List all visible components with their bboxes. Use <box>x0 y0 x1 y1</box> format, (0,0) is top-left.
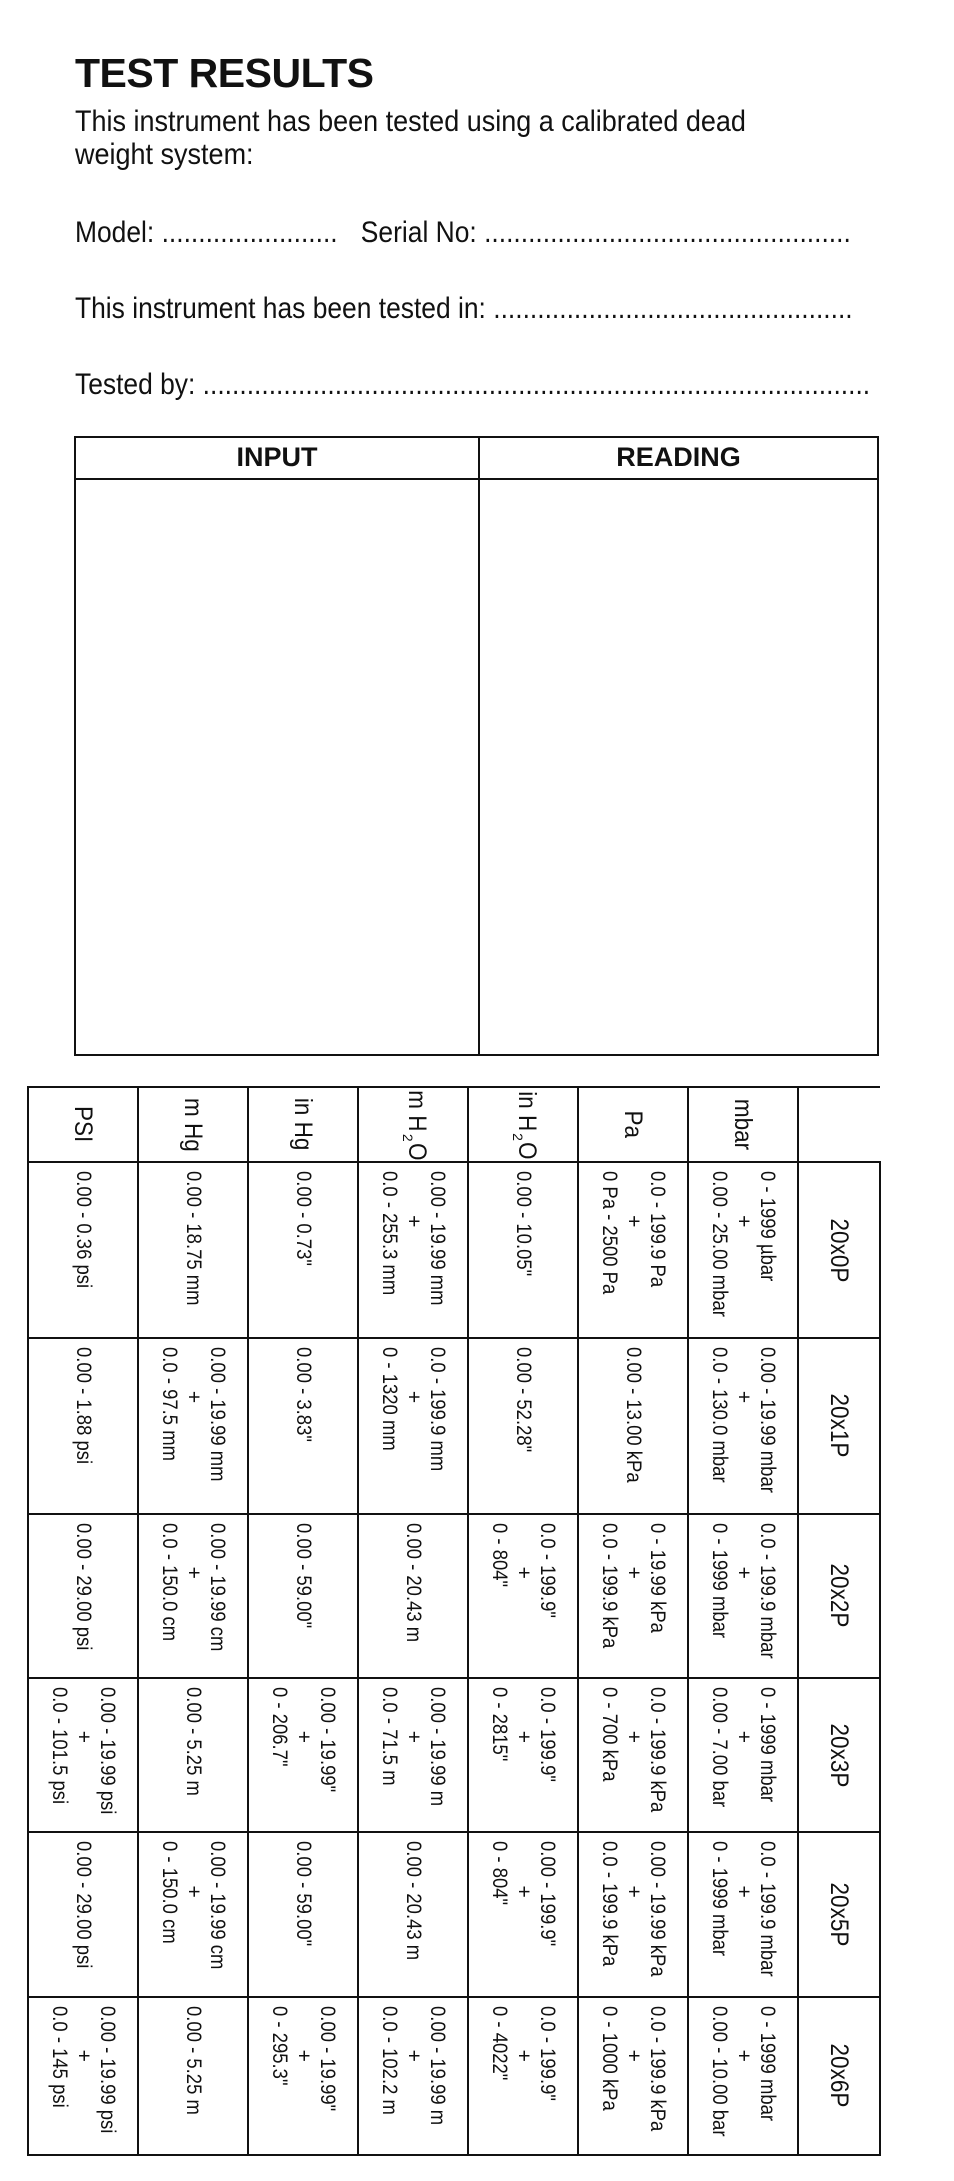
range-plus: + <box>182 1390 205 1404</box>
range-cell-20x2p-mbar <box>688 1514 798 1678</box>
range-plus: + <box>512 1566 535 1579</box>
tested-by-line <box>75 368 870 402</box>
range-value: 0 - 4022" <box>488 2005 511 2080</box>
range-cell-20x3p-mh2o <box>358 1678 468 1833</box>
table-corner <box>798 1087 880 1162</box>
unit-row-mbar <box>688 1087 798 2155</box>
serial-label: Serial No: <box>360 216 477 249</box>
range-value: 0.00 - 0.36 psi <box>72 1171 95 1289</box>
range-cell-20x2p-inhg <box>248 1514 358 1678</box>
input-reading-divider <box>478 438 480 1054</box>
unit-header-psi <box>28 1087 138 1162</box>
range-value: 0.00 - 19.99 m <box>426 2005 449 2125</box>
model-label: 20x0P <box>825 1218 853 1282</box>
tested-in-line <box>75 292 853 326</box>
range-plus: + <box>622 1215 645 1228</box>
unit-header-pa <box>578 1087 688 1162</box>
range-cell-20x1p-pa <box>578 1338 688 1514</box>
range-cell-20x6p-psi <box>28 1997 138 2155</box>
range-value: 0.0 - 71.5 m <box>378 1686 401 1786</box>
range-cell-20x2p-psi <box>28 1514 138 1678</box>
range-cell-20x3p-inhg <box>248 1678 358 1833</box>
range-plus: + <box>182 1885 205 1898</box>
unit-header-mh2o <box>358 1087 468 1162</box>
range-plus: + <box>72 1730 95 1743</box>
unit-row-pa <box>578 1087 688 2155</box>
range-value: 0.00 - 3.83" <box>292 1346 315 1442</box>
range-value: 0.0 - 199.9 Pa <box>646 1171 669 1288</box>
range-value: 0 - 804" <box>488 1841 511 1906</box>
range-cell-20x6p-pa <box>578 1997 688 2155</box>
range-cell-20x5p-mh2o <box>358 1832 468 1996</box>
range-plus: + <box>402 1390 425 1404</box>
range-plus: + <box>72 2049 95 2062</box>
range-value: 0 - 1999 mbar <box>756 2005 779 2121</box>
range-value: 0 - 2815" <box>488 1686 511 1762</box>
range-value: 0.00 - 19.99 mm <box>426 1171 449 1306</box>
unit-label: Pa <box>619 1110 647 1139</box>
range-cell-20x0p-mh2o <box>358 1162 468 1338</box>
range-value: 0.00 - 19.99 kPa <box>646 1841 669 1978</box>
range-cell-20x5p-inhg <box>248 1832 358 1996</box>
range-plus: + <box>402 1215 425 1228</box>
range-plus: + <box>732 1390 755 1404</box>
range-cell-20x1p-mhg <box>138 1338 248 1514</box>
range-plus: + <box>512 1730 535 1743</box>
range-plus: + <box>622 2049 645 2062</box>
unit-subscript: 2 <box>400 1133 417 1142</box>
model-field[interactable]: ........................ <box>161 216 338 249</box>
range-value: 0.00 - 20.43 m <box>402 1522 425 1642</box>
range-plus: + <box>402 2049 425 2062</box>
range-cell-20x3p-psi <box>28 1678 138 1833</box>
range-value: 0 - 700 kPa <box>598 1686 621 1782</box>
range-plus: + <box>182 1566 205 1579</box>
range-cell-20x3p-inh2o <box>468 1678 578 1833</box>
range-cell-20x3p-mbar <box>688 1678 798 1833</box>
range-value: 0.0 - 199.9" <box>536 1686 559 1782</box>
range-value: 0.0 - 199.9" <box>536 1522 559 1618</box>
range-value: 0 - 150.0 cm <box>158 1841 181 1945</box>
range-value: 0.00 - 18.75 mm <box>182 1171 205 1306</box>
range-plus: + <box>292 2049 315 2062</box>
range-value: 0.0 - 199.9 mbar <box>756 1841 779 1978</box>
model-label: 20x1P <box>825 1393 853 1458</box>
range-value: 0.0 - 199.9 kPa <box>646 1686 669 1813</box>
range-cell-20x5p-inh2o <box>468 1832 578 1996</box>
range-value: 0.0 - 199.9 mm <box>426 1346 449 1472</box>
range-value: 0.00 - 59.00" <box>292 1522 315 1628</box>
range-value: 0.0 - 130.0 mbar <box>708 1346 731 1483</box>
range-value: 0.00 - 19.99 cm <box>206 1841 229 1970</box>
range-plus: + <box>512 2049 535 2062</box>
model-label: 20x3P <box>825 1723 853 1787</box>
range-value: 0.00 - 10.05" <box>512 1171 535 1277</box>
input-header: INPUT <box>236 442 318 472</box>
range-value: 0.0 - 150.0 cm <box>158 1522 181 1641</box>
unit-label: mbar <box>729 1098 757 1151</box>
range-value: 0.00 - 19.99" <box>316 2005 339 2111</box>
model-label: 20x5P <box>825 1882 853 1947</box>
model-header-20x2p <box>798 1514 880 1678</box>
unit-label: PSI <box>69 1106 97 1143</box>
model-header-20x5p <box>798 1832 880 1996</box>
unit-header-mbar <box>688 1087 798 1162</box>
model-header-20x6p <box>798 1997 880 2155</box>
range-value: 0.0 - 97.5 mm <box>158 1346 181 1461</box>
range-cell-20x0p-mhg <box>138 1162 248 1338</box>
range-value: 0 - 19.99 kPa <box>646 1522 669 1633</box>
range-value: 0.00 - 29.00 psi <box>72 1841 95 1969</box>
range-value: 0.00 - 25.00 mbar <box>708 1171 731 1317</box>
range-table-wrapper <box>48 1086 881 2137</box>
model-header-20x0p <box>798 1162 880 1338</box>
range-plus: + <box>732 1566 755 1579</box>
range-cell-20x1p-inhg <box>248 1338 358 1514</box>
range-value: 0.00 - 199.9" <box>536 1841 559 1947</box>
range-cell-20x5p-mhg <box>138 1832 248 1996</box>
range-value: 0 - 1999 mbar <box>708 1522 731 1638</box>
range-value: 0.00 - 10.00 bar <box>708 2005 731 2137</box>
serial-field[interactable]: .................................................. <box>484 216 851 249</box>
model-label: 20x6P <box>825 2043 853 2108</box>
unit-row-mh2o <box>358 1087 468 2155</box>
unit-label: in Hg <box>289 1098 317 1151</box>
range-value: 0.00 - 19.99 psi <box>96 2005 119 2133</box>
range-plus: + <box>512 1885 535 1898</box>
range-value: 0.0 - 199.9" <box>536 2005 559 2101</box>
range-value: 0.00 - 59.00" <box>292 1841 315 1947</box>
range-cell-20x1p-psi <box>28 1338 138 1514</box>
range-value: 0.00 - 29.00 psi <box>72 1522 95 1651</box>
unit-row-inhg <box>248 1087 358 2155</box>
range-value: 0.00 - 5.25 m <box>182 2005 205 2115</box>
unit-suffix: O <box>403 1142 432 1161</box>
range-value: 0 - 1999 mbar <box>756 1686 779 1802</box>
range-value: 0.00 - 19.99 mbar <box>756 1346 779 1493</box>
range-value: 0 - 804" <box>488 1522 511 1587</box>
range-value: 0.00 - 19.99 m <box>426 1686 449 1806</box>
unit-label: m Hg <box>179 1097 207 1152</box>
range-cell-20x6p-mh2o <box>358 1997 468 2155</box>
range-value: 0.0 - 199.9 kPa <box>646 2005 669 2131</box>
range-value: 0.00 - 19.99" <box>316 1686 339 1792</box>
model-header-row <box>798 1087 880 2155</box>
range-cell-20x0p-psi <box>28 1162 138 1338</box>
range-plus: + <box>732 1215 755 1228</box>
range-cell-20x0p-inh2o <box>468 1162 578 1338</box>
model-serial-line <box>75 216 851 250</box>
reading-header: READING <box>616 442 741 472</box>
range-cell-20x0p-mbar <box>688 1162 798 1338</box>
range-value: 0.0 - 255.3 mm <box>378 1171 401 1296</box>
range-value: 0.00 - 0.73" <box>292 1171 315 1267</box>
range-value: 0 - 1000 kPa <box>598 2005 621 2111</box>
range-cell-20x1p-inh2o <box>468 1338 578 1514</box>
range-value: 0 Pa - 2500 Pa <box>598 1171 621 1295</box>
range-value: 0.0 - 101.5 psi <box>48 1686 71 1804</box>
range-cell-20x2p-mh2o <box>358 1514 468 1678</box>
unit-row-psi <box>28 1087 138 2155</box>
range-plus: + <box>402 1730 425 1743</box>
range-cell-20x6p-mhg <box>138 1997 248 2155</box>
header-divider <box>76 478 877 480</box>
range-cell-20x5p-pa <box>578 1832 688 1996</box>
range-plus: + <box>622 1730 645 1743</box>
range-cell-20x3p-mhg <box>138 1678 248 1833</box>
range-plus: + <box>732 1730 755 1743</box>
unit-row-mhg <box>138 1087 248 2155</box>
range-table <box>27 1086 881 2156</box>
page-title: TEST RESULTS <box>75 50 374 96</box>
tested-in-label: This instrument has been tested in: <box>75 292 486 325</box>
unit-subscript: 2 <box>510 1133 527 1141</box>
range-value: 0 - 1320 mm <box>378 1346 401 1451</box>
input-reading-box <box>74 436 879 1056</box>
range-value: 0.00 - 5.25 m <box>182 1686 205 1796</box>
range-cell-20x0p-inhg <box>248 1162 358 1338</box>
range-value: 0.00 - 19.99 cm <box>206 1522 229 1652</box>
range-value: 0 - 206.7" <box>268 1686 291 1767</box>
unit-header-inh2o <box>468 1087 578 1162</box>
range-cell-20x2p-inh2o <box>468 1514 578 1678</box>
range-value: 0.0 - 102.2 m <box>378 2005 401 2115</box>
range-plus: + <box>732 1885 755 1898</box>
unit-label: in H <box>513 1090 542 1131</box>
intro-text: This instrument has been tested using a calibrated dead weight system: <box>75 105 746 171</box>
range-value: 0.00 - 19.99 psi <box>96 1686 119 1815</box>
range-plus: + <box>622 1885 645 1898</box>
model-header-20x1p <box>798 1338 880 1514</box>
range-cell-20x2p-pa <box>578 1514 688 1678</box>
range-value: 0.0 - 199.9 mbar <box>756 1522 779 1659</box>
range-cell-20x3p-pa <box>578 1678 688 1833</box>
tested-by-field[interactable]: ........................................................................................... <box>202 368 871 401</box>
range-value: 0.0 - 199.9 kPa <box>598 1522 621 1648</box>
range-cell-20x1p-mbar <box>688 1338 798 1514</box>
model-label: 20x2P <box>825 1563 853 1628</box>
range-value: 0.00 - 52.28" <box>512 1346 535 1453</box>
range-cell-20x0p-pa <box>578 1162 688 1338</box>
range-value: 0 - 295.3" <box>268 2005 291 2086</box>
range-value: 0.00 - 19.99 mm <box>206 1346 229 1482</box>
unit-row-inh2o <box>468 1087 578 2155</box>
range-cell-20x6p-inh2o <box>468 1997 578 2155</box>
range-cell-20x6p-mbar <box>688 1997 798 2155</box>
unit-label: m H <box>403 1090 432 1132</box>
range-value: 0.00 - 20.43 m <box>402 1841 425 1961</box>
range-cell-20x6p-inhg <box>248 1997 358 2155</box>
range-value: 0.0 - 199.9 kPa <box>598 1841 621 1967</box>
range-plus: + <box>732 2049 755 2062</box>
model-header-20x3p <box>798 1678 880 1833</box>
model-label: Model: <box>75 216 155 249</box>
unit-header-mhg <box>138 1087 248 1162</box>
range-cell-20x1p-mh2o <box>358 1338 468 1514</box>
range-plus: + <box>622 1566 645 1579</box>
range-cell-20x5p-psi <box>28 1832 138 1996</box>
range-value: 0 - 1999 µbar <box>756 1171 779 1282</box>
range-value: 0 - 1999 mbar <box>708 1841 731 1957</box>
range-cell-20x2p-mhg <box>138 1514 248 1678</box>
tested-in-field[interactable]: ................................................. <box>493 292 853 325</box>
range-cell-20x5p-mbar <box>688 1832 798 1996</box>
range-plus: + <box>292 1730 315 1743</box>
range-value: 0.00 - 1.88 psi <box>72 1346 95 1464</box>
tested-by-label: Tested by: <box>75 368 196 401</box>
unit-header-inhg <box>248 1087 358 1162</box>
range-value: 0.00 - 13.00 kPa <box>622 1346 645 1483</box>
range-value: 0.00 - 7.00 bar <box>708 1686 731 1807</box>
range-value: 0.0 - 145 psi <box>48 2005 71 2108</box>
unit-suffix: O <box>513 1141 542 1160</box>
